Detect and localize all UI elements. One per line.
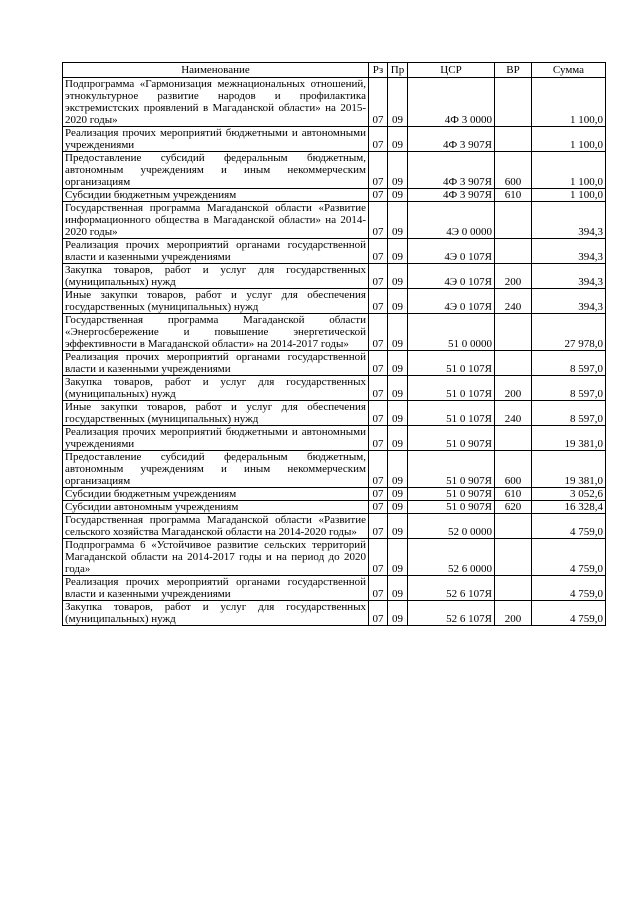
header-rz: Рз (369, 63, 388, 78)
cell-sum: 394,3 (532, 289, 606, 314)
cell-rz: 07 (369, 189, 388, 202)
cell-name: Иные закупки товаров, работ и услуг для обеспечения государственных (муниципальных) нужд (63, 289, 369, 314)
header-row (63, 63, 606, 78)
header-vr: ВР (495, 63, 532, 78)
cell-csr: 4Э 0 107Я (408, 264, 495, 289)
cell-name: Предоставление субсидий федеральным бюджетным, автономным учреждениям и иным некоммерческим организациям (63, 152, 369, 189)
cell-name: Реализация прочих мероприятий органами государственной власти и казенными учреждениями (63, 576, 369, 601)
header-pr: Пр (388, 63, 408, 78)
cell-sum: 19 381,0 (532, 451, 606, 488)
cell-pr: 09 (388, 539, 408, 576)
cell-sum: 3 052,6 (532, 488, 606, 501)
table-row (63, 488, 606, 501)
table-row (63, 351, 606, 376)
table-row (63, 376, 606, 401)
cell-sum: 8 597,0 (532, 376, 606, 401)
cell-csr: 52 6 107Я (408, 576, 495, 601)
cell-pr: 09 (388, 289, 408, 314)
cell-name: Закупка товаров, работ и услуг для государственных (муниципальных) нужд (63, 264, 369, 289)
cell-rz: 07 (369, 426, 388, 451)
cell-name: Субсидии бюджетным учреждениям (63, 189, 369, 202)
cell-sum: 1 100,0 (532, 127, 606, 152)
cell-rz: 07 (369, 576, 388, 601)
cell-rz: 07 (369, 289, 388, 314)
cell-sum: 4 759,0 (532, 576, 606, 601)
cell-rz: 07 (369, 239, 388, 264)
cell-sum: 4 759,0 (532, 601, 606, 626)
cell-vr: 240 (495, 401, 532, 426)
table-row (63, 601, 606, 626)
cell-sum: 8 597,0 (532, 351, 606, 376)
header-sum: Сумма (532, 63, 606, 78)
table-row (63, 78, 606, 127)
cell-vr: 200 (495, 264, 532, 289)
cell-csr: 4Ф 3 907Я (408, 152, 495, 189)
table-row (63, 289, 606, 314)
cell-pr: 09 (388, 501, 408, 514)
table-row (63, 127, 606, 152)
cell-vr (495, 78, 532, 127)
cell-vr (495, 239, 532, 264)
cell-rz: 07 (369, 488, 388, 501)
table-row (63, 239, 606, 264)
cell-csr: 4Э 0 107Я (408, 289, 495, 314)
cell-pr: 09 (388, 189, 408, 202)
cell-vr: 200 (495, 376, 532, 401)
cell-name: Предоставление субсидий федеральным бюджетным, автономным учреждениям и иным некоммерческим организациям (63, 451, 369, 488)
table-row (63, 576, 606, 601)
cell-sum: 394,3 (532, 239, 606, 264)
table-row (63, 539, 606, 576)
cell-pr: 09 (388, 314, 408, 351)
cell-rz: 07 (369, 152, 388, 189)
cell-name: Иные закупки товаров, работ и услуг для обеспечения государственных (муниципальных) нужд (63, 401, 369, 426)
cell-name: Субсидии бюджетным учреждениям (63, 488, 369, 501)
cell-csr: 52 6 107Я (408, 601, 495, 626)
cell-csr: 51 0 107Я (408, 351, 495, 376)
cell-pr: 09 (388, 376, 408, 401)
cell-pr: 09 (388, 601, 408, 626)
cell-name: Подпрограмма 6 «Устойчивое развитие сельских территорий Магаданской области на 2014-2017 годы и на период до 2020 года» (63, 539, 369, 576)
cell-name: Реализация прочих мероприятий органами государственной власти и казенными учреждениями (63, 239, 369, 264)
cell-vr: 600 (495, 152, 532, 189)
cell-csr: 52 0 0000 (408, 514, 495, 539)
cell-vr (495, 127, 532, 152)
cell-vr: 610 (495, 488, 532, 501)
cell-vr (495, 514, 532, 539)
cell-csr: 4Э 0 107Я (408, 239, 495, 264)
cell-sum: 394,3 (532, 202, 606, 239)
cell-csr: 4Ф 3 907Я (408, 189, 495, 202)
cell-pr: 09 (388, 451, 408, 488)
cell-vr: 240 (495, 289, 532, 314)
cell-csr: 52 6 0000 (408, 539, 495, 576)
cell-name: Реализация прочих мероприятий бюджетными и автономными учреждениями (63, 426, 369, 451)
table-row (63, 202, 606, 239)
cell-rz: 07 (369, 376, 388, 401)
cell-name: Государственная программа Магаданской области «Энергосбережение и повышение энергетической эффективности в Магаданской области» на 2014-2017 годы» (63, 314, 369, 351)
cell-pr: 09 (388, 78, 408, 127)
cell-pr: 09 (388, 401, 408, 426)
cell-sum: 1 100,0 (532, 189, 606, 202)
table-row (63, 426, 606, 451)
cell-pr: 09 (388, 127, 408, 152)
cell-name: Подпрограмма «Гармонизация межнациональных отношений, этнокультурное развитие народов и профилактика экстремистских проявлений в Магаданской области» на 2015-2020 годы» (63, 78, 369, 127)
cell-csr: 51 0 107Я (408, 401, 495, 426)
cell-pr: 09 (388, 426, 408, 451)
cell-rz: 07 (369, 78, 388, 127)
budget-table (62, 62, 606, 626)
cell-vr: 610 (495, 189, 532, 202)
table-row (63, 189, 606, 202)
cell-sum: 4 759,0 (532, 514, 606, 539)
cell-vr: 620 (495, 501, 532, 514)
cell-pr: 09 (388, 202, 408, 239)
cell-sum: 394,3 (532, 264, 606, 289)
table-row (63, 401, 606, 426)
cell-csr: 51 0 907Я (408, 451, 495, 488)
cell-rz: 07 (369, 202, 388, 239)
cell-name: Закупка товаров, работ и услуг для государственных (муниципальных) нужд (63, 376, 369, 401)
cell-rz: 07 (369, 601, 388, 626)
cell-vr (495, 426, 532, 451)
table-row (63, 514, 606, 539)
cell-rz: 07 (369, 501, 388, 514)
cell-vr (495, 202, 532, 239)
cell-name: Субсидии автономным учреждениям (63, 501, 369, 514)
cell-sum: 27 978,0 (532, 314, 606, 351)
cell-vr (495, 576, 532, 601)
cell-rz: 07 (369, 351, 388, 376)
cell-pr: 09 (388, 264, 408, 289)
cell-pr: 09 (388, 351, 408, 376)
cell-sum: 1 100,0 (532, 78, 606, 127)
cell-csr: 4Ф 3 907Я (408, 127, 495, 152)
cell-csr: 4Ф 3 0000 (408, 78, 495, 127)
table-row (63, 152, 606, 189)
cell-rz: 07 (369, 514, 388, 539)
cell-name: Государственная программа Магаданской области «Развитие сельского хозяйства Магаданской области на 2014-2020 годы» (63, 514, 369, 539)
header-csr: ЦСР (408, 63, 495, 78)
cell-vr: 200 (495, 601, 532, 626)
cell-rz: 07 (369, 401, 388, 426)
cell-csr: 4Э 0 0000 (408, 202, 495, 239)
cell-csr: 51 0 107Я (408, 376, 495, 401)
cell-pr: 09 (388, 514, 408, 539)
cell-rz: 07 (369, 264, 388, 289)
table-row (63, 501, 606, 514)
table-row (63, 314, 606, 351)
cell-name: Закупка товаров, работ и услуг для государственных (муниципальных) нужд (63, 601, 369, 626)
cell-pr: 09 (388, 152, 408, 189)
cell-name: Государственная программа Магаданской области «Развитие информационного общества в Магаданской области» на 2014-2020 годы» (63, 202, 369, 239)
cell-sum: 4 759,0 (532, 539, 606, 576)
cell-csr: 51 0 907Я (408, 488, 495, 501)
cell-rz: 07 (369, 314, 388, 351)
cell-sum: 16 328,4 (532, 501, 606, 514)
cell-name: Реализация прочих мероприятий бюджетными и автономными учреждениями (63, 127, 369, 152)
cell-csr: 51 0 907Я (408, 426, 495, 451)
cell-vr (495, 314, 532, 351)
table-row (63, 451, 606, 488)
table-row (63, 264, 606, 289)
cell-sum: 1 100,0 (532, 152, 606, 189)
cell-csr: 51 0 907Я (408, 501, 495, 514)
cell-rz: 07 (369, 451, 388, 488)
header-name: Наименование (63, 63, 369, 78)
cell-vr (495, 539, 532, 576)
cell-vr (495, 351, 532, 376)
cell-rz: 07 (369, 539, 388, 576)
cell-pr: 09 (388, 576, 408, 601)
cell-pr: 09 (388, 488, 408, 501)
cell-name: Реализация прочих мероприятий органами государственной власти и казенными учреждениями (63, 351, 369, 376)
cell-pr: 09 (388, 239, 408, 264)
cell-csr: 51 0 0000 (408, 314, 495, 351)
cell-vr: 600 (495, 451, 532, 488)
cell-sum: 19 381,0 (532, 426, 606, 451)
cell-sum: 8 597,0 (532, 401, 606, 426)
table-body (63, 78, 606, 626)
cell-rz: 07 (369, 127, 388, 152)
